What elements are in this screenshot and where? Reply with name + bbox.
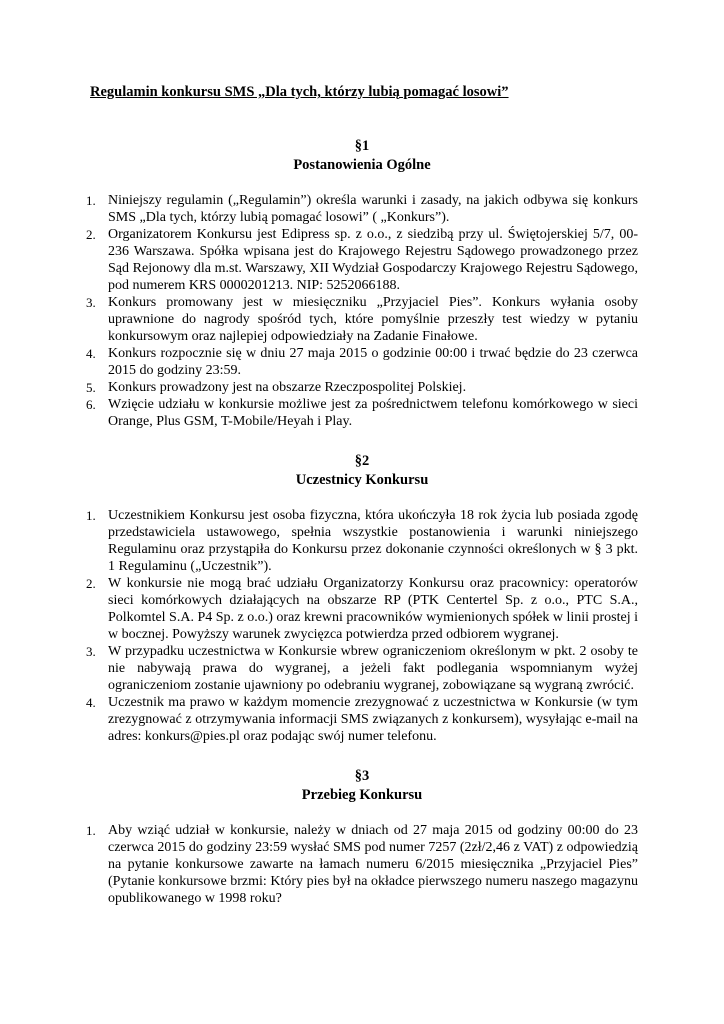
item-number: 2.	[86, 227, 96, 242]
item-number: 1.	[86, 823, 96, 838]
section-2-heading: Uczestnicy Konkursu	[295, 472, 429, 488]
item-text: Aby wziąć udział w konkursie, należy w dniach od 27 maja 2015 od godziny 00:00 do 23 czerwca 2015 do godziny 23:59 wysłać SMS pod numer 7257 (2zł/2,46 z VAT) z odpowiedzią na pytanie konkursowe zawarte na łamach numeru 6/2015 miesięcznika „Przyjaciel Pies” (Pytanie konkursowe brzmi: Który pies był na okładce pierwszego numeru naszego magazynu opublikowanego w 1998 roku?	[108, 823, 638, 906]
item-number: 3.	[86, 644, 96, 659]
list-item	[86, 379, 638, 396]
item-number: 1.	[86, 193, 96, 208]
item-text: Konkurs rozpocznie się w dniu 27 maja 2015 o godzinie 00:00 i trwać będzie do 23 czerwca 2015 do godziny 23:59.	[108, 346, 638, 378]
section-3-number: §3	[354, 768, 370, 784]
section-3-list	[86, 822, 638, 907]
item-text: Uczestnik ma prawo w każdym momencie zrezygnować z uczestnictwa w Konkursie (w tym zrezygnować z otrzymywania informacji SMS związanych z konkursem), wysyłając e-mail na adres: konkurs@pies.pl oraz podając swój numer telefonu.	[108, 695, 638, 744]
item-text: Uczestnikiem Konkursu jest osoba fizyczna, która ukończyła 18 rok życia lub posiada zgodę przedstawiciela ustawowego, spełnia wszystkie postanowienia i warunki niniejszego Regulaminu oraz przystąpiła do Konkursu przez dokonanie czynności określonych w § 3 pkt. 1 Regulaminu („Uczestnik”).	[108, 508, 638, 574]
item-text: W przypadku uczestnictwa w Konkursie wbrew ograniczeniom określonym w pkt. 2 osoby te nie nabywają prawa do wygranej, a jeżeli fakt podlegania wspomnianym wyżej ograniczeniom zostanie ujawniony po odebraniu wygranej, zobowiązane są wygraną zwrócić.	[108, 644, 638, 693]
item-text: Konkurs promowany jest w miesięczniku „Przyjaciel Pies”. Konkurs wyłania osoby uprawnione do nagrody spośród tych, które pomyślnie przeszły test wiedzy w pytaniu konkursowym oraz najlepiej odpowiedziały na Zadanie Finałowe.	[108, 295, 638, 344]
section-2-number: §2	[354, 453, 370, 469]
item-number: 6.	[86, 397, 96, 412]
section-1-heading: Postanowienia Ogólne	[293, 157, 431, 173]
item-number: 4.	[86, 695, 96, 710]
section-3-heading: Przebieg Konkursu	[301, 787, 423, 803]
item-number: 3.	[86, 295, 96, 310]
item-text: Organizatorem Konkursu jest Edipress sp. z o.o., z siedzibą przy ul. Świętojerskiej 5/7, 00-236 Warszawa. Spółka wpisana jest do Krajowego Rejestru Sądowego prowadzonego przez Sąd Rejonowy dla m.st. Warszawy, XII Wydział Gospodarczy Krajowego Rejestru Sądowego, pod numerem KRS 0000201213. NIP: 5252066188.	[108, 227, 638, 293]
list-item	[86, 575, 638, 643]
section-2-list	[86, 507, 638, 745]
item-number: 4.	[86, 346, 96, 361]
item-text: Niniejszy regulamin („Regulamin”) określa warunki i zasady, na jakich odbywa się konkurs SMS „Dla tych, którzy lubią pomagać losowi” ( „Konkurs”).	[108, 193, 638, 225]
section-1-number: §1	[354, 138, 370, 154]
item-text: W konkursie nie mogą brać udziału Organizatorzy Konkursu oraz pracownicy: operatorów sieci komórkowych działających na obszarze RP (PTK Centertel Sp. z o.o., PTC S.A., Polkomtel S.A. P4 Sp. z o.o.) oraz krewni pracowników wymienionych spółek w linii prostej i w bocznej. Powyższy warunek zwycięzca potwierdza przed odbiorem wygranej.	[108, 576, 638, 642]
list-item	[86, 507, 638, 575]
list-item	[86, 396, 638, 430]
list-item	[86, 643, 638, 694]
item-number: 2.	[86, 576, 96, 591]
list-item	[86, 345, 638, 379]
list-item	[86, 192, 638, 226]
item-number: 1.	[86, 508, 96, 523]
list-item	[86, 822, 638, 907]
list-item	[86, 694, 638, 745]
item-text: Wzięcie udziału w konkursie możliwe jest za pośrednictwem telefonu komórkowego w sieci Orange, Plus GSM, T-Mobile/Heyah i Play.	[108, 397, 638, 429]
item-text: Konkurs prowadzony jest na obszarze Rzeczpospolitej Polskiej.	[108, 380, 467, 395]
list-item	[86, 226, 638, 294]
list-item	[86, 294, 638, 345]
item-number: 5.	[86, 380, 96, 395]
document-title: Regulamin konkursu SMS „Dla tych, którzy lubią pomagać losowi”	[90, 84, 509, 100]
section-1-list	[86, 192, 638, 430]
